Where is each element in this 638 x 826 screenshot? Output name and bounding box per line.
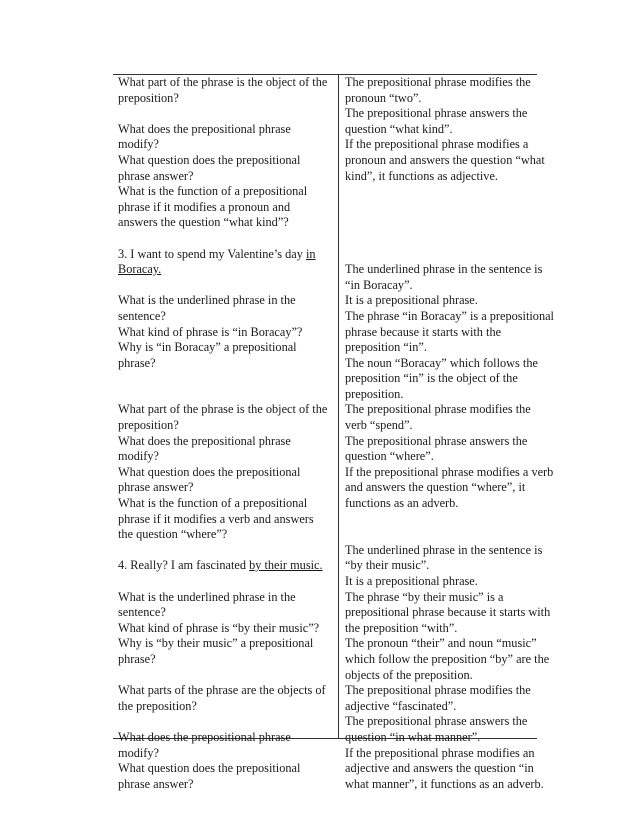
answer-line: If the prepositional phrase modifies a [345,137,529,152]
answer-line: If the prepositional phrase modifies a verb [345,464,554,479]
question-line: What part of the phrase is the object of the [118,75,328,89]
question-line: What question does the prepositional [118,152,301,167]
answer-line: The phrase “by their music” is a [345,589,504,604]
question-line: phrase if it modifies a pronoun and [118,199,291,214]
sentence-3-continuation: Boracay. [118,262,162,277]
answer-line [345,231,535,247]
question-line: phrase answer? [118,776,194,791]
answer-line: “in Boracay”. [345,277,413,292]
question-line: What is the underlined phrase in the [118,293,296,308]
answer-line: verb “spend”. [345,418,413,433]
answer-line [345,200,535,216]
answer-line: The prepositional phrase answers the [345,433,528,448]
question-line: What kind of phrase is “in Boracay”? [118,324,303,339]
answer-line: “by their music”. [345,558,430,573]
answer-line: objects of the preposition. [345,667,473,682]
question-line: phrase if it modifies a verb and answers [118,511,314,526]
answer-line [345,247,535,263]
question-line: the preposition? [118,698,197,713]
question-line: the question “where”? [118,527,228,542]
question-line: What does the prepositional phrase [118,433,291,448]
answer-line [345,215,535,231]
question-line: sentence? [118,308,166,323]
answer-line: The prepositional phrase modifies the [345,402,531,417]
answer-line: pronoun and answers the question “what [345,152,545,167]
answer-line [345,512,535,528]
question-line: What kind of phrase is “by their music”? [118,620,320,635]
question-line: sentence? [118,605,166,620]
question-line: What does the prepositional phrase [118,729,291,744]
question-line: What is the underlined phrase in the [118,589,296,604]
answer-line: It is a prepositional phrase. [345,574,478,588]
answer-line: question “what kind”. [345,121,453,136]
question-line: preposition? [118,418,179,433]
sentence-3-text: 3. I want to spend my Valentine’s day [118,246,306,261]
question-line: preposition? [118,90,179,105]
question-line: phrase answer? [118,168,194,183]
questions-column [118,75,332,792]
question-line: What question does the prepositional [118,464,301,479]
answer-line: adjective and answers the question “in [345,761,534,776]
answer-line: The prepositional phrase modifies the [345,683,531,698]
answer-line: phrase because it starts with the [345,324,502,339]
answer-line: which follow the preposition “by” are the [345,651,550,666]
question-line: modify? [118,745,159,760]
question-line: phrase? [118,355,156,370]
answers-column [345,75,554,792]
answer-line: preposition “in” is the object of the [345,371,518,386]
answer-line: the preposition “with”. [345,620,458,635]
question-line: Why is “by their music” a prepositional [118,636,314,651]
question-line: What is the function of a prepositional [118,496,308,511]
answer-line: and answers the question “where”, it [345,480,526,495]
question-line: What is the function of a prepositional [118,184,308,199]
answer-line: The prepositional phrase answers the [345,106,528,121]
qa-table [113,74,554,791]
sentence-4-text: 4. Really? I am fascinated [118,558,250,573]
underlined-phrase-4: by their music. [249,558,323,573]
answer-line [345,527,535,543]
answer-line: prepositional phrase because it starts with [345,605,551,620]
answer-line: adjective “fascinated”. [345,698,457,713]
sentence-4 [118,558,332,574]
question-line: What parts of the phrase are the objects of [118,683,326,698]
answer-line: preposition. [345,386,404,401]
answer-line: functions as an adverb. [345,496,459,511]
answer-line: The pronoun “their” and noun “music” [345,636,537,651]
question-line: Why is “in Boracay” a prepositional [118,340,297,355]
answer-line: The prepositional phrase modifies the [345,75,531,89]
answer-line: question “where”. [345,449,434,464]
answer-line: It is a prepositional phrase. [345,293,478,308]
question-line: phrase answer? [118,480,194,495]
question-line: What question does the prepositional [118,761,301,776]
answer-line: question “in what manner”. [345,729,481,744]
underlined-phrase-3: in [305,246,316,261]
answer-line [345,184,535,200]
column-divider [338,75,339,738]
question-line: phrase? [118,651,156,666]
answer-line: what manner”, it functions as an adverb. [345,776,544,791]
question-line: modify? [118,449,159,464]
answer-line: The phrase “in Boracay” is a prepositional [345,308,554,323]
answer-line: The prepositional phrase answers the [345,714,528,729]
answer-line: kind”, it functions as adjective. [345,168,498,183]
question-line: What does the prepositional phrase [118,121,291,136]
answer-line: If the prepositional phrase modifies an [345,745,535,760]
question-line: answers the question “what kind”? [118,215,289,230]
answer-line: The noun “Boracay” which follows the [345,355,538,370]
question-line: modify? [118,137,159,152]
question-line: What part of the phrase is the object of the [118,402,328,417]
answer-line: The underlined phrase in the sentence is [345,542,543,557]
answer-line: preposition “in”. [345,340,427,355]
answer-line: pronoun “two”. [345,90,422,105]
sentence-3 [118,247,332,263]
answer-line: The underlined phrase in the sentence is [345,262,543,277]
